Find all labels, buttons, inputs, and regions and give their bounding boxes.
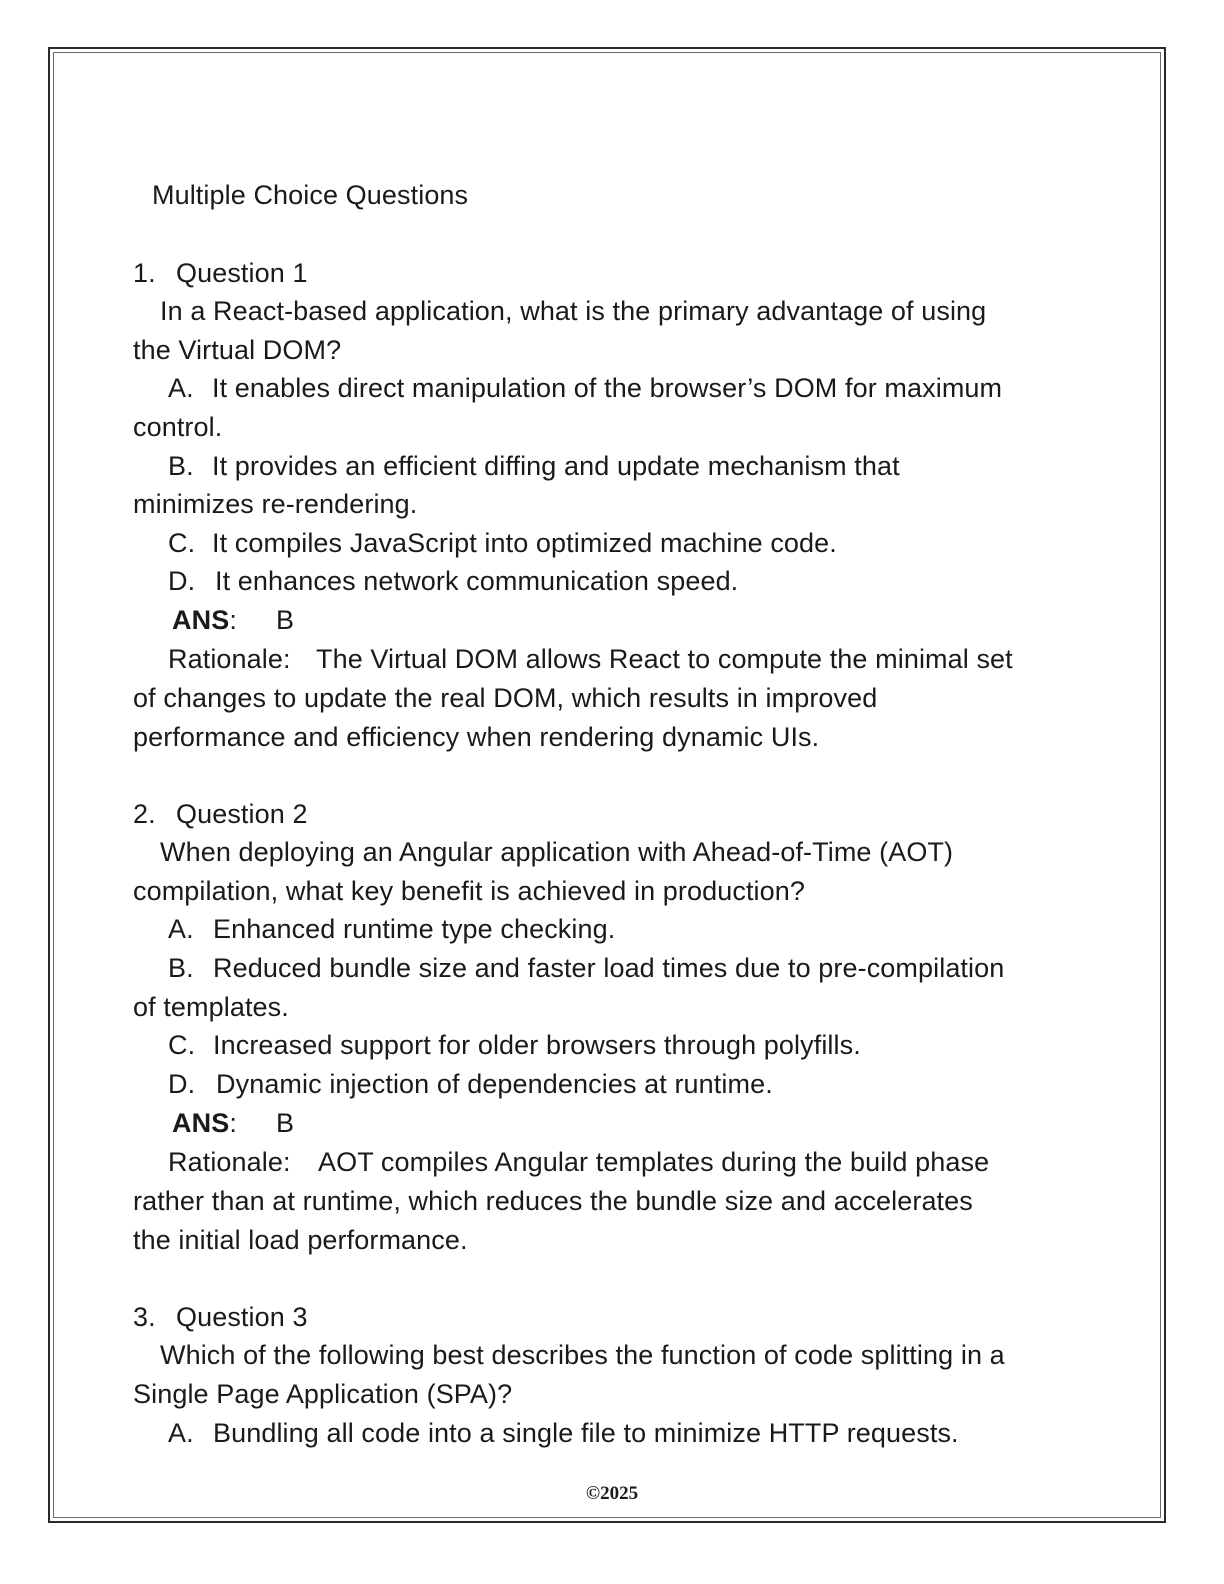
- question-1-answer-row: [172, 605, 237, 635]
- question-2-answer-row: [172, 1108, 237, 1138]
- question-2-title: Question 2: [176, 799, 308, 829]
- question-1-option-d-line-1: It enhances network communication speed.: [215, 566, 739, 596]
- document-heading: Multiple Choice Questions: [152, 180, 469, 210]
- question-2-option-d-line-1: Dynamic injection of dependencies at runtime.: [216, 1069, 773, 1099]
- question-1-rationale-line-1: The Virtual DOM allows React to compute the minimal set: [316, 644, 1013, 674]
- question-2-option-b-letter: B.: [168, 953, 194, 983]
- question-2-rationale-label: Rationale:: [168, 1147, 291, 1177]
- question-3-option-a-line-1: Bundling all code into a single file to minimize HTTP requests.: [213, 1418, 959, 1448]
- answer-colon: :: [229, 605, 237, 635]
- question-2-rationale-line-2: rather than at runtime, which reduces the bundle size and accelerates: [133, 1186, 973, 1216]
- question-2-prompt-line-2: compilation, what key benefit is achieved in production?: [133, 876, 805, 906]
- question-2-answer-value: B: [276, 1108, 295, 1138]
- question-2-rationale-line-1: AOT compiles Angular templates during the build phase: [318, 1147, 990, 1177]
- question-2-option-c-letter: C.: [168, 1030, 196, 1060]
- question-3-prompt-line-2: Single Page Application (SPA)?: [133, 1379, 513, 1409]
- answer-colon: :: [229, 1108, 237, 1138]
- question-2-rationale-line-3: the initial load performance.: [133, 1225, 468, 1255]
- answer-label: ANS: [172, 605, 230, 635]
- question-3-number: 3.: [133, 1302, 156, 1332]
- question-1-option-a-line-1: It enables direct manipulation of the browser’s DOM for maximum: [212, 373, 1003, 403]
- question-3-prompt-line-1: Which of the following best describes the function of code splitting in a: [160, 1340, 1005, 1370]
- question-1-prompt-line-2: the Virtual DOM?: [133, 335, 342, 365]
- question-2-option-a-letter: A.: [168, 914, 194, 944]
- copyright-footer: ©2025: [585, 1483, 639, 1504]
- question-2-option-a-line-1: Enhanced runtime type checking.: [213, 914, 616, 944]
- question-2-option-b-line-1: Reduced bundle size and faster load times due to pre-compilation: [213, 953, 1005, 983]
- question-1-option-b-letter: B.: [168, 451, 194, 481]
- question-1-number: 1.: [133, 258, 156, 288]
- question-1-option-c-letter: C.: [168, 528, 196, 558]
- question-2-prompt-line-1: When deploying an Angular application with Ahead-of-Time (AOT): [160, 837, 954, 867]
- answer-label: ANS: [172, 1108, 230, 1138]
- question-2-option-d-letter: D.: [168, 1069, 196, 1099]
- question-1-option-a-letter: A.: [168, 373, 194, 403]
- question-1-option-a-line-2: control.: [133, 412, 223, 442]
- question-1-prompt-line-1: In a React-based application, what is the primary advantage of using: [160, 296, 987, 326]
- question-1-answer-value: B: [276, 605, 295, 635]
- question-2-option-c-line-1: Increased support for older browsers through polyfills.: [213, 1030, 861, 1060]
- question-3-title: Question 3: [176, 1302, 308, 1332]
- question-1-rationale-line-2: of changes to update the real DOM, which results in improved: [133, 683, 878, 713]
- question-1-title: Question 1: [176, 258, 308, 288]
- question-1-rationale-label: Rationale:: [168, 644, 291, 674]
- question-2-option-b-line-2: of templates.: [133, 992, 289, 1022]
- question-1-option-d-letter: D.: [168, 566, 196, 596]
- question-2-number: 2.: [133, 799, 156, 829]
- question-1-option-b-line-1: It provides an efficient diffing and update mechanism that: [212, 451, 900, 481]
- question-3-option-a-letter: A.: [168, 1418, 194, 1448]
- question-1-option-c-line-1: It compiles JavaScript into optimized machine code.: [212, 528, 837, 558]
- question-1-rationale-line-3: performance and efficiency when rendering dynamic UIs.: [133, 722, 820, 752]
- question-1-option-b-line-2: minimizes re-rendering.: [133, 489, 418, 519]
